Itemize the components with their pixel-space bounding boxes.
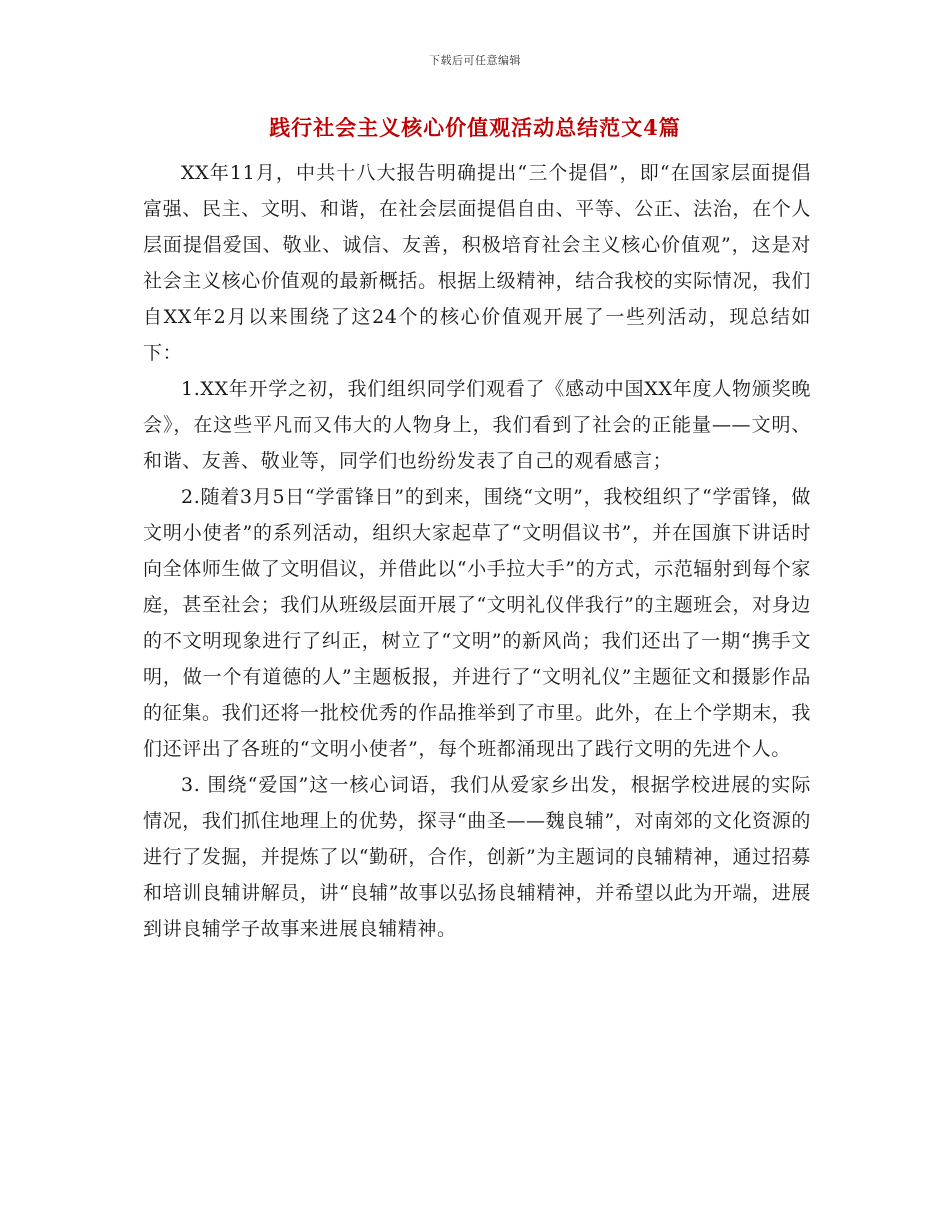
header-note: 下载后可任意编辑 [429, 54, 521, 67]
document-body [143, 155, 811, 947]
paragraph-item-1: 1.XX年开学之初，我们组织同学们观看了《感动中国XX年度人物颁奖晚会》，在这些平凡而又伟大的人物身上，我们看到了社会的正能量——文明、和谐、友善、敬业等，同学们也纷纷发表了自己的观看感言； [143, 378, 811, 472]
document-title: 践行社会主义核心价值观活动总结范文4篇 [269, 115, 681, 140]
paragraph-intro: XX年11月，中共十八大报告明确提出“三个提倡”，即“在国家层面提倡富强、民主、文明、和谐，在社会层面提倡自由、平等、公正、法治，在个人层面提倡爱国、敬业、诚信、友善，积极培育社会主义核心价值观”，这是对社会主义核心价值观的最新概括。根据上级精神，结合我校的实际情况，我们自XX年2月以来围绕了这24个的核心价值观开展了一些列活动，现总结如下： [143, 162, 811, 364]
paragraph-item-3: 3. 围绕“爱国”这一核心词语，我们从爱家乡出发，根据学校进展的实际情况，我们抓住地理上的优势，探寻“曲圣——魏良辅”，对南郊的文化资源的进行了发掘，并提炼了以“勤研，合作，创新”为主题词的良辅精神，通过招募和培训良辅讲解员，讲“良辅”故事以弘扬良辅精神，并希望以此为开端，进展到讲良辅学子故事来进展良辅精神。 [143, 774, 811, 940]
paragraph-item-2: 2.随着3月5日“学雷锋日”的到来，围绕“文明”，我校组织了“学雷锋，做文明小使者”的系列活动，组织大家起草了“文明倡议书”，并在国旗下讲话时向全体师生做了文明倡议，并借此以“小手拉大手”的方式，示范辐射到每个家庭，甚至社会；我们从班级层面开展了“文明礼仪伴我行”的主题班会，对身边的不文明现象进行了纠正，树立了“文明”的新风尚；我们还出了一期“携手文明，做一个有道德的人”主题板报，并进行了“文明礼仪”主题征文和摄影作品的征集。我们还将一批校优秀的作品推举到了市里。此外，在上个学期末，我们还评出了各班的“文明小使者”，每个班都涌现出了践行文明的先进个人。 [143, 486, 811, 760]
